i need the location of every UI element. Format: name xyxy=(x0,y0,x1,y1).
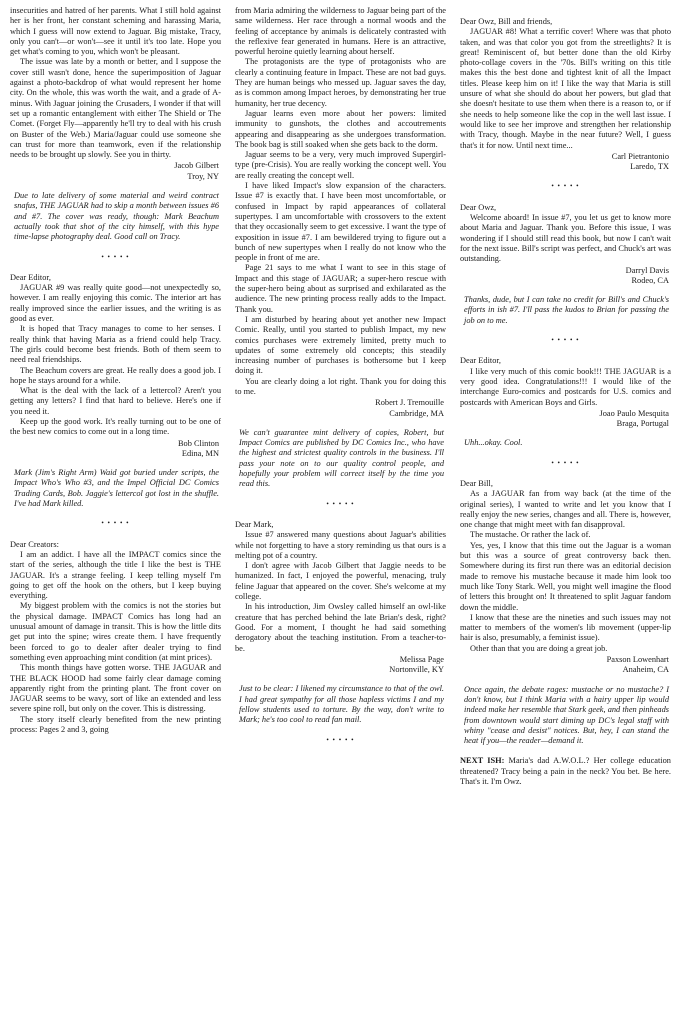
signature-location: Rodeo, CA xyxy=(631,275,669,285)
section-divider-stars: • • • • • xyxy=(101,252,130,261)
section-divider-stars: • • • • • xyxy=(101,519,130,528)
letter-paragraph: The story itself clearly benefited from the new printing process: Pages 2 and 3, going xyxy=(10,714,221,734)
letter-paragraph: You are clearly doing a lot right. Thank you for doing this to me. xyxy=(235,376,446,396)
letter-paragraph: insecurities and hatred of her parents. What I still hold against her is her front, her constant scheming and harassing Maria, which I guess will now extend to Jaguar. Big mistake, Tracy, only you can't—or won't—see it until it's too late. Hope you get what's coming to you, which won't be pleasant. xyxy=(10,6,221,57)
letter-paragraph: I don't agree with Jacob Gilbert that Jaggie needs to be humanized. In fact, I enjoyed the powerful, menacing, truly feline Jaguar that appeared on the cover. She's welcome at my college. xyxy=(235,561,446,602)
letter-paragraph: JAGUAR #9 was really quite good—not unexpectedly so, however. I am really enjoying this comic. The interior art has really improved since the earlier issues, and the writing is as good as ever. xyxy=(10,283,221,324)
letter-paragraph: I know that these are the nineties and such issues may not matter to members of the women's lib movement (upper-lip hair is also, presumably, a feminist issue). xyxy=(460,612,671,643)
letter-salutation: Dear Mark, xyxy=(235,519,274,529)
signature-name: Robert J. Tremouille xyxy=(375,398,444,408)
section-divider-stars: • • • • • xyxy=(551,336,580,345)
letter-paragraph: JAGUAR #8! What a terrific cover! Where was that photo taken, and was that color you got from the streetlights? It is great! Reminiscent of, but better done than the old Kirby photo-collage covers in the '70s. Bill's writing on this title makes this the best done and tightest knit of all the Impact titles. Please keep him on it! I like the way that Maria is still unsure of what she should do about her powers, but glad that she doesn't hesitate to use them when there is a reason to, or if she needs to help someone like the cop in the well last issue. I would like to see her improve and strengthen her relationship with Tracy, though. Maybe in the near future? Well, I guess that's it for now. Until next time... xyxy=(460,27,671,150)
editor-reply: Thanks, dude, but I can take no credit for Bill's and Chuck's efforts in ish #7. I'll pass the kudos to Brian for passing the job on to me. xyxy=(464,295,669,325)
signature-name: Paxson Lowenhart xyxy=(606,655,669,665)
letter-paragraph: Welcome aboard! In issue #7, you let us get to know more about Maria and Jaguar. Thank you. Before this issue, I was wondering if I should still read this book, but now I can't wait for the next issue. Bill's script was perfect, and Chuck's art was outstanding. xyxy=(460,213,671,264)
letter-paragraph: Other than that you are doing a great job. xyxy=(470,643,608,653)
letter-salutation: Dear Owz, xyxy=(460,202,497,212)
letter-salutation: Dear Editor, xyxy=(460,356,501,366)
editor-reply: Mark (Jim's Right Arm) Waid got buried under scripts, the Impact Who's Who #3, and the Impel Official DC Comics Trading Cards, Bob. Jaggie's lettercol got lost in the shuffle. I've had Mark killed. xyxy=(14,468,219,509)
letter-paragraph: Jaguar seems to be a very, very much improved Supergirl-type (pre-Crisis). You are really working the concept well. You are really creating the concept well. xyxy=(235,150,446,180)
editor-reply: Due to late delivery of some material and weird contract snafus, THE JAGUAR had to skip a month between issues #6 and #7. The cover was ready, though: Mark Beachum actually took that shot of the city himself, with this hype time-lapse photography deal. Good call on Tracy. xyxy=(14,191,219,242)
letter-paragraph: In his introduction, Jim Owsley called himself an owl-like creature that has perched behind the late Brian's desk, right? Good. For a moment, I thought he had said something derogatory about the teaching institution. From a teacher-to-be. xyxy=(235,602,446,653)
signature-location: Braga, Portugal xyxy=(616,419,669,429)
letter-paragraph: The protagonists are the type of protagonists who are clearly a continuing feature in Impact. These are not bad guys. They are human beings who messed up. Jaguar saves the day, as is common among Impact heroes, by demonstrating her true humanity, her true decency. xyxy=(235,57,446,108)
editor-reply: Just to be clear: I likened my circumstance to that of the owl. I had great sympathy for all those hapless victims I and my fellow students used to torture. By the way, don't write to Mark; he's too cool to read fan mail. xyxy=(239,684,444,725)
next-issue-blurb xyxy=(460,756,671,787)
section-divider-stars: • • • • • xyxy=(326,499,355,508)
letter-paragraph: I like very much of this comic book!!! THE JAGUAR is a very good idea. Congratulations!!! I would like of the interchange Euro-comics and postcards for U.S. comics and postcards with American Boys and Girls. xyxy=(460,366,671,407)
letter-paragraph: Yes, yes, I know that this time out the Jaguar is a woman but this was a source of great controversy back then. Somewhere during its first run there was an editorial decision made to remove his mustache because it made him look too much like Tony Stark. Well, you might well imagine the flood of letters this brought on! It threatened to split Jaguar fandom down the middle. xyxy=(460,540,671,612)
next-issue-text: Maria's dad A.W.O.L.? Her college education threatened? Tracy being a pain in the neck? You bet. Be here. That's it. I'm Owz. xyxy=(460,756,671,786)
signature-name: Carl Pietrantonio xyxy=(611,151,669,161)
signature-location: Anaheim, CA xyxy=(622,665,669,675)
section-divider-stars: • • • • • xyxy=(326,735,355,744)
letter-paragraph: Jaguar learns even more about her powers: limited immunity to gunshots, the clothes and accoutrements appearing and disappearing as she undergoes transformation. The book bag is still soaked when she gets back to the dorm. xyxy=(235,108,446,149)
letter-signature xyxy=(10,439,221,460)
letter-paragraph: The Beachum covers are great. He really does a good job. I hope he stays around for a while. xyxy=(10,365,221,385)
letter-paragraph: My biggest problem with the comics is not the stories but the physical damage. IMPACT Comics has long had an unusual amount of damage in transit. This is how the little dits get put into the spine; wires create them. I have frequently been forced to go to dealer after dealer trying to find something even approaching mint condition (at mint prices). xyxy=(10,601,221,662)
signature-name: Melissa Page xyxy=(399,654,444,664)
signature-location: Cambridge, MA xyxy=(389,408,444,418)
letter-signature xyxy=(235,398,446,419)
letter-paragraph: Page 21 says to me what I want to see in this stage of Impact and this stage of JAGUAR; a super-hero rescue with the super-hero being about as surprised and exhilarated as the audience. The new printing process really adds to the Impact. Thank you. xyxy=(235,263,446,314)
signature-location: Troy, NY xyxy=(187,171,219,181)
next-issue-label: NEXT ISH: xyxy=(460,756,505,766)
letter-signature xyxy=(235,655,446,676)
letter-paragraph: I have liked Impact's slow expansion of the characters. Issue #7 is exactly that. I have been most uncomfortable, or confused in Impact by rapid appearances of collateral supertypes. I am uncomfortable with crossovers to the extent that they occasionally seem to get excessive. I want the type of exposition in issue #7. I am bewildered trying to figure out a bunch of new supertypes when I really do not know who the people in front of me are. xyxy=(235,181,446,263)
letter-signature xyxy=(460,655,671,676)
letter-paragraph: Keep up the good work. It's really turning out to be one of the best new comics to come out in a long time. xyxy=(10,416,221,437)
letter-paragraph: What is the deal with the lack of a lettercol? Aren't you getting any letters? I find that hard to believe. Here's one if you need it. xyxy=(10,386,221,416)
letter-paragraph: I am disturbed by hearing about yet another new Impact Comic. Really, until you started to publish Impact, my new comics purchases were extremely limited, pretty much to updates of some extremely old concepts; this steadily increasing number of purchases is bothersome but I keep doing it. xyxy=(235,314,446,376)
editor-reply: Once again, the debate rages: mustache or no mustache? I don't know, but I think Maria with a hairy upper lip would indeed make her resemble that Stark geek, and then pinheads from downtown would start diming up DC's legal staff with whiny "cease and desist" notices. But, hey, I can stand the heat if you—the reader—demand it. xyxy=(464,684,669,746)
letter-paragraph: It is hoped that Tracy manages to come to her senses. I really think that having Maria as a friend could help Tracy. The girls could become best friends. Both of them seem to need real friendships. xyxy=(10,324,221,365)
letter-salutation: Dear Editor, xyxy=(10,272,51,282)
signature-name: Jacob Gilbert xyxy=(174,161,219,171)
letter-paragraph: I am an addict. I have all the IMPACT comics since the start of the series, although the title I like the best is THE JAGUAR. It's a strange feeling. I keep telling myself I'm going to get off the hook on the others, but I keep buying everything. xyxy=(10,549,221,601)
letter-paragraph: Issue #7 answered many questions about Jaguar's abilities while not forgetting to have a story reminding us that ours is a melting pot of a country. xyxy=(235,530,446,560)
letters-column-middle xyxy=(235,6,446,1009)
signature-name: Joao Paulo Mesquita xyxy=(599,408,669,418)
letter-paragraph: from Maria admiring the wilderness to Jaguar being part of the same wilderness. Her race through a normal woods and the feeling of acceptance by animals is delicately contrasted with the reflexive fear generated in humans. Here is an attractive, powerful heroine quietly learning about herself. xyxy=(235,6,446,57)
section-divider-stars: • • • • • xyxy=(551,458,580,467)
letter-signature xyxy=(10,161,221,182)
signature-name: Darryl Davis xyxy=(625,265,669,275)
section-divider-stars: • • • • • xyxy=(551,182,580,191)
letter-salutation: Dear Owz, Bill and friends, xyxy=(460,17,553,26)
letter-salutation: Dear Creators: xyxy=(10,539,59,549)
letter-signature xyxy=(460,266,671,287)
letter-paragraph: The issue was late by a month or better, and I suppose the cover still wasn't done, hence the superimposition of Jaguar against a photo-backdrop of what would represent her home city. On the whole, this was worth the wait, and a grade of A-minus. With Jaguar joining the Crusaders, I wonder if that will set up a romantic entanglement with either The Shield or The Comet. (Forget Fly—apparently he'll try to deal with his crush on Buster of the Web.) Maria/Jaguar could use someone she can trust for more than teamwork, even if the relationship needs to be brought up slowly. See you in thirty. xyxy=(10,57,221,160)
letter-paragraph: As a JAGUAR fan from way back (at the time of the original series), I wanted to write and let you know that I really enjoy the new series, changes and all. There is, however, one change that might meet with fan disapproval. xyxy=(460,489,671,530)
letters-column-left xyxy=(10,6,221,1009)
editor-reply: We can't guarantee mint delivery of copies, Robert, but Impact Comics are published by DC Comics Inc., who have the highest and strictest quality controls in the business. I'll pass your note on to our quality control people, and hopefully your problem will correct itself by the time you read this. xyxy=(239,427,444,489)
letter-paragraph: The mustache. Or rather the lack of. xyxy=(470,530,591,540)
letter-paragraph: This month things have gotten worse. THE JAGUAR and THE BLACK HOOD had some fairly clear damage coming apparently right from the printing plant. The front cover on JAGUAR seems to be wavy, sort of like an extended and less severe spine roll, but only on the cover. This is distressing. xyxy=(10,663,221,714)
signature-location: Nortonville, KY xyxy=(389,665,444,675)
signature-location: Laredo, TX xyxy=(630,162,669,172)
letter-signature xyxy=(460,409,671,430)
signature-location: Edina, MN xyxy=(181,448,219,458)
letter-salutation: Dear Bill, xyxy=(460,478,493,488)
letter-signature xyxy=(460,152,671,173)
signature-name: Bob Clinton xyxy=(177,438,219,448)
letters-column-right xyxy=(460,6,671,1009)
editor-reply: Uhh...okay. Cool. xyxy=(464,438,523,448)
